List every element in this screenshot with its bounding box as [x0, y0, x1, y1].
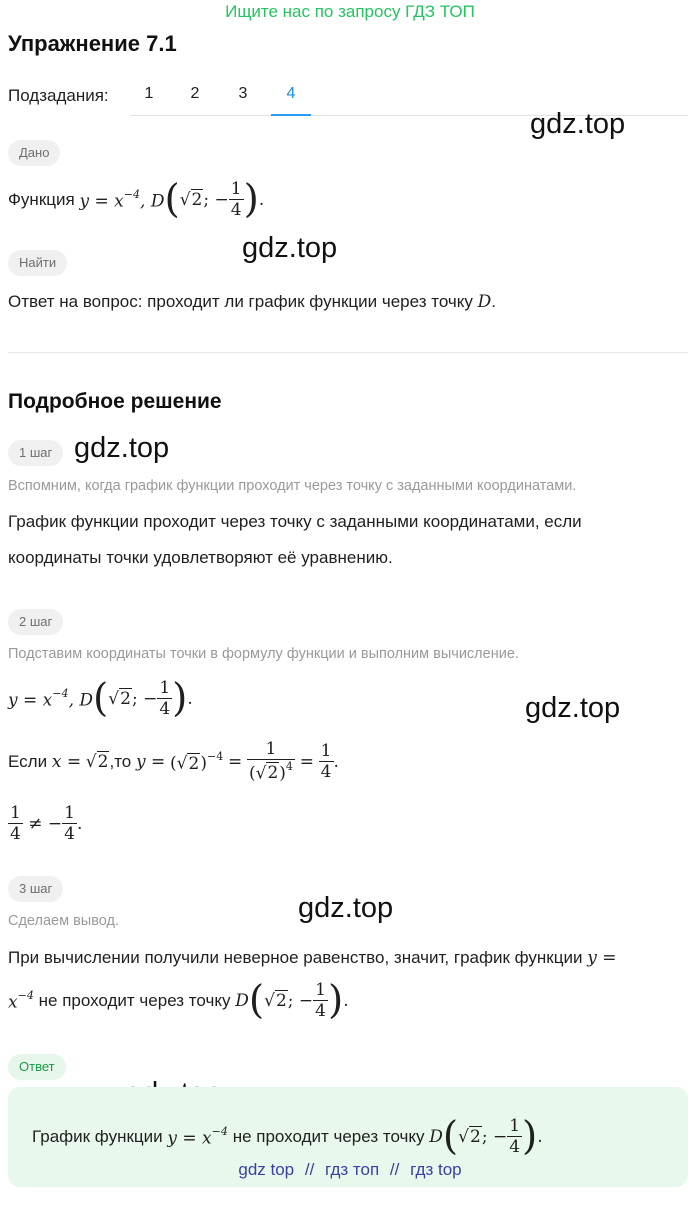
footer-link[interactable]: гдз top [410, 1160, 462, 1179]
find-chip: Найти [8, 250, 67, 276]
given-chip: Дано [8, 140, 60, 166]
find-text: Ответ на вопрос: проходит ли график функции через точку [8, 292, 473, 311]
tab-subtask-4[interactable]: 4 [271, 85, 311, 116]
tab-subtask-3[interactable]: 3 [238, 85, 248, 102]
solution-title: Подробное решение [8, 390, 222, 413]
given-statement: Функция $y = x^{-4}$, D ( √2 ; − $\frac{1}{4}$ ) . [8, 177, 265, 223]
footer-link[interactable]: гдз топ [325, 1160, 380, 1179]
step3-chip: 3 шаг [8, 876, 63, 902]
footer [0, 1160, 700, 1180]
footer-separator: // [389, 1160, 400, 1179]
footer-link[interactable]: gdz top [238, 1160, 295, 1179]
footer-separator: // [304, 1160, 315, 1179]
step3-line1: При вычислении получили неверное равенство, значит, график функции y = [8, 948, 617, 968]
if-word: Если [8, 752, 48, 771]
step1-chip: 1 шаг [8, 440, 63, 466]
subtasks-label: Подзадания: [8, 86, 109, 105]
watermark: gdz.top [74, 432, 170, 464]
then-word: то [114, 752, 132, 771]
step3-hint: Сделаем вывод. [8, 913, 120, 929]
tab-subtask-2[interactable]: 2 [190, 85, 200, 102]
given-formula: $y = x^{-4}$, D [79, 188, 165, 212]
watermark: gdz.top [242, 232, 338, 264]
step1-hint: Вспомним, когда график функции проходит через точку с заданными координатами. [8, 478, 577, 494]
step2-chip: 2 шаг [8, 609, 63, 635]
given-prefix: Функция [8, 190, 75, 209]
watermark: gdz.top [298, 892, 394, 924]
search-banner: Ищите нас по запросу ГДЗ ТОП [225, 2, 475, 21]
step2-calc-line: Если x = √2 , то y = $(√2)^{-4}$ = $\frac{1}{(√2)^4}$ = $\frac{1}{4}$ . [8, 739, 339, 784]
step2-inequality: $\frac{1}{4}$ ≠ − $\frac{1}{4}$ . [10, 802, 83, 844]
section-divider [8, 352, 688, 353]
tab-subtask-1[interactable]: 1 [144, 85, 154, 102]
answer-chip: Ответ [8, 1054, 66, 1080]
answer-text: График функции $y = x^{-4}$ не проходит через точку D ( √2 ; − $\frac{1}{4}$ ) . [32, 1114, 543, 1160]
step2-formula-line: $y = x^{-4}$, D ( √2 ; − $\frac{1}{4}$ ) . [8, 676, 193, 722]
step1-line1: График функции проходит через точку с заданными координатами, если [8, 512, 582, 531]
page-title: Упражнение 7.1 [8, 31, 177, 56]
step1-line2: координаты точки удовлетворяют её уравнению. [8, 548, 393, 567]
watermark: gdz.top [530, 108, 626, 140]
step3-line2: $x^{-4}$ не проходит через точку D ( √2 ; − $\frac{1}{4}$ ) . [8, 978, 349, 1024]
find-point: D [477, 292, 492, 312]
find-statement: Ответ на вопрос: проходит ли график функции через точку D. [8, 292, 497, 312]
watermark: gdz.top [525, 692, 621, 724]
step2-hint: Подставим координаты точки в формулу функции и выполним вычисление. [8, 646, 519, 662]
